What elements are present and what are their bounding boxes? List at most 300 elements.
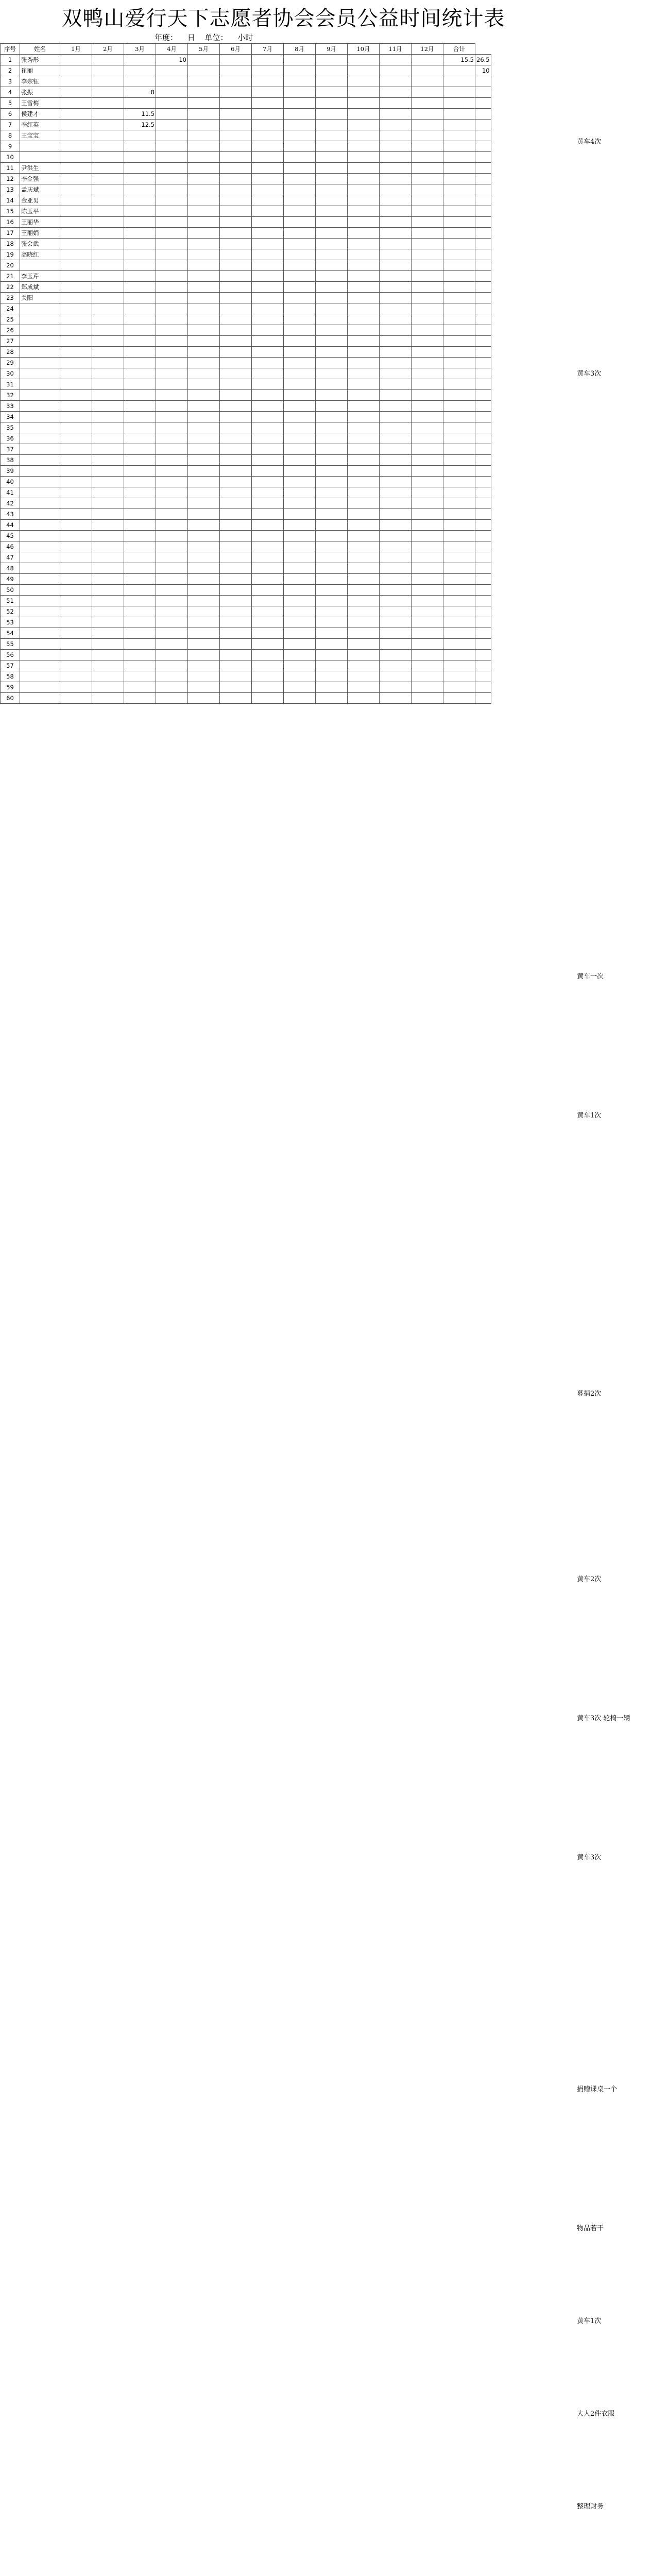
table-row xyxy=(1,574,491,585)
hours-cell xyxy=(284,206,316,217)
hours-cell xyxy=(60,141,92,152)
hours-cell xyxy=(252,477,284,487)
row-number: 53 xyxy=(1,617,20,628)
table-row xyxy=(1,76,491,87)
hours-cell xyxy=(60,228,92,239)
hours-cell xyxy=(380,314,412,325)
hours-cell xyxy=(284,509,316,520)
hours-cell xyxy=(443,184,475,195)
hours-cell xyxy=(60,379,92,390)
table-row xyxy=(1,412,491,422)
hours-cell xyxy=(156,228,188,239)
hours-cell xyxy=(348,390,380,401)
column-header: 6月 xyxy=(220,44,252,55)
row-number: 3 xyxy=(1,76,20,87)
table-row xyxy=(1,401,491,412)
hours-cell xyxy=(188,552,220,563)
hours-cell xyxy=(156,487,188,498)
hours-cell xyxy=(220,422,252,433)
hours-cell xyxy=(380,228,412,239)
member-name xyxy=(20,444,60,455)
hours-cell xyxy=(348,531,380,541)
hours-cell xyxy=(188,563,220,574)
table-row xyxy=(1,368,491,379)
table-row xyxy=(1,477,491,487)
hours-cell xyxy=(348,628,380,639)
hours-cell xyxy=(316,141,348,152)
hours-cell xyxy=(252,228,284,239)
hours-cell xyxy=(412,141,443,152)
remark-note: 黄车1次 xyxy=(577,1112,602,1120)
hours-cell xyxy=(60,130,92,141)
table-row xyxy=(1,628,491,639)
hours-cell xyxy=(348,444,380,455)
table-row xyxy=(1,693,491,704)
hours-cell xyxy=(124,358,156,368)
hours-cell xyxy=(316,531,348,541)
hours-cell xyxy=(412,195,443,206)
hours-cell xyxy=(443,282,475,293)
hours-cell xyxy=(60,487,92,498)
hours-cell xyxy=(412,574,443,585)
hours-cell xyxy=(156,552,188,563)
hours-cell xyxy=(475,141,491,152)
hours-cell xyxy=(284,271,316,282)
hours-cell xyxy=(92,552,124,563)
hours-cell xyxy=(284,660,316,671)
hours-cell xyxy=(316,174,348,184)
hours-cell xyxy=(156,368,188,379)
hours-cell xyxy=(380,152,412,163)
hours-cell xyxy=(252,260,284,271)
hours-cell xyxy=(92,509,124,520)
column-header: 11月 xyxy=(380,44,412,55)
hours-cell xyxy=(92,433,124,444)
table-row xyxy=(1,520,491,531)
row-number: 40 xyxy=(1,477,20,487)
hours-cell xyxy=(380,531,412,541)
column-header: 5月 xyxy=(188,44,220,55)
remark-note: 黄车一次 xyxy=(577,973,604,980)
hours-cell xyxy=(412,55,443,65)
hours-cell xyxy=(156,617,188,628)
hours-cell xyxy=(124,574,156,585)
hours-cell xyxy=(124,477,156,487)
hours-cell xyxy=(284,606,316,617)
hours-cell xyxy=(124,606,156,617)
hours-cell xyxy=(316,109,348,120)
hours-cell xyxy=(252,98,284,109)
hours-cell xyxy=(124,455,156,466)
table-row xyxy=(1,660,491,671)
hours-cell xyxy=(188,228,220,239)
hours-cell xyxy=(156,693,188,704)
hours-cell xyxy=(188,206,220,217)
hours-cell xyxy=(475,498,491,509)
hours-cell xyxy=(156,303,188,314)
hours-cell xyxy=(348,682,380,693)
hours-cell xyxy=(188,152,220,163)
hours-cell xyxy=(380,541,412,552)
hours-cell xyxy=(348,109,380,120)
column-header: 8月 xyxy=(284,44,316,55)
hours-cell xyxy=(124,347,156,358)
hours-cell xyxy=(284,293,316,303)
hours-cell xyxy=(284,152,316,163)
hours-cell xyxy=(380,444,412,455)
member-name xyxy=(20,639,60,650)
hours-cell xyxy=(156,358,188,368)
hours-cell xyxy=(124,617,156,628)
hours-cell xyxy=(284,336,316,347)
hours-cell xyxy=(92,184,124,195)
hours-cell xyxy=(124,671,156,682)
hours-cell xyxy=(284,596,316,606)
hours-cell xyxy=(252,120,284,130)
table-row xyxy=(1,336,491,347)
hours-cell xyxy=(124,152,156,163)
hours-cell xyxy=(252,422,284,433)
row-number: 14 xyxy=(1,195,20,206)
row-number: 51 xyxy=(1,596,20,606)
hours-cell xyxy=(475,552,491,563)
remark-note: 黄车2次 xyxy=(577,1575,602,1583)
hours-cell xyxy=(475,271,491,282)
row-number: 29 xyxy=(1,358,20,368)
hours-cell xyxy=(92,671,124,682)
hours-cell xyxy=(92,466,124,477)
hours-cell xyxy=(252,390,284,401)
hours-cell xyxy=(156,152,188,163)
hours-cell xyxy=(284,174,316,184)
hours-cell xyxy=(380,628,412,639)
hours-cell xyxy=(475,509,491,520)
hours-cell xyxy=(92,239,124,249)
hours-cell xyxy=(316,650,348,660)
hours-cell xyxy=(380,293,412,303)
hours-cell xyxy=(412,509,443,520)
hours-cell xyxy=(443,130,475,141)
column-header: 9月 xyxy=(316,44,348,55)
hours-cell xyxy=(220,239,252,249)
row-number: 59 xyxy=(1,682,20,693)
hours-cell xyxy=(475,617,491,628)
hours-cell xyxy=(92,282,124,293)
hours-cell xyxy=(60,163,92,174)
table-row xyxy=(1,466,491,477)
hours-cell xyxy=(316,422,348,433)
hours-cell xyxy=(92,660,124,671)
hours-cell xyxy=(380,682,412,693)
hours-cell xyxy=(220,455,252,466)
hours-cell xyxy=(60,552,92,563)
hours-cell xyxy=(284,487,316,498)
hours-cell xyxy=(380,98,412,109)
row-number: 24 xyxy=(1,303,20,314)
hours-cell xyxy=(380,130,412,141)
hours-cell xyxy=(412,174,443,184)
member-name xyxy=(20,325,60,336)
hours-cell xyxy=(412,498,443,509)
row-number: 19 xyxy=(1,249,20,260)
member-name xyxy=(20,541,60,552)
table-row xyxy=(1,293,491,303)
remark-note: 整理财务 xyxy=(577,2503,604,2511)
hours-cell xyxy=(60,585,92,596)
hours-cell xyxy=(348,152,380,163)
hours-cell xyxy=(284,55,316,65)
hours-cell xyxy=(156,628,188,639)
hours-cell xyxy=(412,412,443,422)
hours-cell xyxy=(412,444,443,455)
member-name xyxy=(20,596,60,606)
hours-cell xyxy=(443,303,475,314)
hours-cell xyxy=(348,487,380,498)
hours-cell xyxy=(220,379,252,390)
hours-cell xyxy=(316,98,348,109)
row-number: 2 xyxy=(1,65,20,76)
hours-cell xyxy=(475,541,491,552)
row-number: 15 xyxy=(1,206,20,217)
hours-cell xyxy=(380,574,412,585)
row-number: 55 xyxy=(1,639,20,650)
hours-cell xyxy=(156,184,188,195)
hours-cell xyxy=(252,455,284,466)
hours-cell xyxy=(252,336,284,347)
hours-cell xyxy=(92,477,124,487)
hours-cell xyxy=(284,303,316,314)
hours-cell xyxy=(220,412,252,422)
hours-cell xyxy=(188,336,220,347)
hours-cell xyxy=(348,552,380,563)
hours-cell xyxy=(380,358,412,368)
hours-cell xyxy=(412,606,443,617)
hours-cell xyxy=(443,76,475,87)
hours-cell xyxy=(252,628,284,639)
hours-cell xyxy=(443,65,475,76)
hours-cell xyxy=(60,541,92,552)
hours-cell xyxy=(188,195,220,206)
row-number: 45 xyxy=(1,531,20,541)
hours-cell xyxy=(475,520,491,531)
hours-cell xyxy=(220,487,252,498)
hours-cell xyxy=(348,217,380,228)
hours-cell xyxy=(348,76,380,87)
hours-cell xyxy=(156,260,188,271)
hours-cell xyxy=(124,195,156,206)
hours-cell xyxy=(252,563,284,574)
hours-cell xyxy=(316,293,348,303)
member-name xyxy=(20,682,60,693)
table-row xyxy=(1,120,491,130)
hours-cell xyxy=(284,163,316,174)
hours-cell xyxy=(156,412,188,422)
member-name xyxy=(20,336,60,347)
hours-cell xyxy=(443,541,475,552)
hours-cell xyxy=(348,55,380,65)
member-name xyxy=(20,358,60,368)
hours-cell xyxy=(443,574,475,585)
hours-cell xyxy=(348,574,380,585)
member-name xyxy=(20,520,60,531)
row-number: 25 xyxy=(1,314,20,325)
table-row xyxy=(1,563,491,574)
hours-cell xyxy=(60,412,92,422)
hours-cell xyxy=(316,563,348,574)
hours-cell xyxy=(188,487,220,498)
hours-cell xyxy=(412,368,443,379)
hours-cell xyxy=(188,368,220,379)
hours-cell xyxy=(412,433,443,444)
hours-cell xyxy=(348,282,380,293)
hours-cell xyxy=(412,552,443,563)
hours-cell xyxy=(92,195,124,206)
table-row xyxy=(1,682,491,693)
hours-cell xyxy=(252,509,284,520)
hours-cell xyxy=(92,76,124,87)
hours-cell xyxy=(412,617,443,628)
hours-cell xyxy=(156,120,188,130)
hours-cell xyxy=(252,466,284,477)
hours-cell xyxy=(412,671,443,682)
hours-cell xyxy=(380,596,412,606)
hours-cell xyxy=(348,120,380,130)
hours-cell xyxy=(188,65,220,76)
hours-cell xyxy=(220,260,252,271)
hours-cell xyxy=(412,65,443,76)
row-number: 28 xyxy=(1,347,20,358)
hours-cell xyxy=(348,671,380,682)
hours-cell xyxy=(220,87,252,98)
hours-cell xyxy=(92,109,124,120)
hours-cell xyxy=(156,174,188,184)
hours-cell xyxy=(188,531,220,541)
hours-cell xyxy=(156,206,188,217)
hours-cell xyxy=(92,325,124,336)
hours-cell xyxy=(188,477,220,487)
hours-cell xyxy=(348,466,380,477)
hours-cell xyxy=(380,76,412,87)
hours-cell xyxy=(188,671,220,682)
hours-cell xyxy=(348,206,380,217)
member-name xyxy=(20,606,60,617)
hours-cell: 12.5 xyxy=(124,120,156,130)
hours-cell xyxy=(252,293,284,303)
member-name xyxy=(20,390,60,401)
column-header: 4月 xyxy=(156,44,188,55)
row-number: 39 xyxy=(1,466,20,477)
hours-cell xyxy=(156,401,188,412)
hours-cell xyxy=(252,671,284,682)
hours-cell xyxy=(475,260,491,271)
hours-cell xyxy=(316,433,348,444)
hours-cell xyxy=(124,422,156,433)
hours-cell xyxy=(124,55,156,65)
hours-cell xyxy=(60,520,92,531)
remark-note: 黄车3次 xyxy=(577,1854,602,1861)
hours-cell xyxy=(443,325,475,336)
hours-cell xyxy=(475,455,491,466)
row-number: 7 xyxy=(1,120,20,130)
hours-cell xyxy=(316,260,348,271)
hours-cell xyxy=(348,606,380,617)
row-number: 18 xyxy=(1,239,20,249)
hours-cell xyxy=(252,76,284,87)
hours-cell xyxy=(348,347,380,358)
hours-cell xyxy=(252,531,284,541)
hours-cell xyxy=(284,390,316,401)
hours-cell xyxy=(188,109,220,120)
hours-cell xyxy=(443,401,475,412)
hours-cell xyxy=(156,596,188,606)
hours-cell xyxy=(443,660,475,671)
hours-cell xyxy=(188,174,220,184)
hours-cell xyxy=(443,109,475,120)
table-row xyxy=(1,174,491,184)
hours-cell xyxy=(188,682,220,693)
hours-cell xyxy=(124,487,156,498)
hours-cell xyxy=(124,401,156,412)
hours-cell xyxy=(348,379,380,390)
hours-cell xyxy=(156,239,188,249)
hours-cell xyxy=(60,650,92,660)
hours-cell xyxy=(188,628,220,639)
hours-cell xyxy=(156,325,188,336)
hours-cell xyxy=(220,65,252,76)
table-row xyxy=(1,249,491,260)
hours-cell xyxy=(316,606,348,617)
hours-cell xyxy=(60,109,92,120)
hours-cell xyxy=(412,271,443,282)
hours-cell xyxy=(475,239,491,249)
hours-cell xyxy=(316,455,348,466)
row-number: 38 xyxy=(1,455,20,466)
hours-cell xyxy=(443,390,475,401)
hours-cell xyxy=(252,617,284,628)
hours-cell xyxy=(188,314,220,325)
hours-cell xyxy=(252,412,284,422)
hours-cell xyxy=(443,141,475,152)
hours-cell xyxy=(316,314,348,325)
hours-cell xyxy=(412,303,443,314)
hours-cell xyxy=(60,466,92,477)
hours-cell xyxy=(412,163,443,174)
hours-cell xyxy=(316,249,348,260)
member-name xyxy=(20,650,60,660)
hours-cell xyxy=(348,412,380,422)
table-row xyxy=(1,271,491,282)
hours-cell xyxy=(316,574,348,585)
hours-cell xyxy=(220,650,252,660)
hours-cell xyxy=(252,325,284,336)
row-number: 52 xyxy=(1,606,20,617)
hours-cell xyxy=(188,401,220,412)
hours-cell xyxy=(443,314,475,325)
hours-cell xyxy=(156,336,188,347)
hours-cell xyxy=(443,174,475,184)
hours-cell: 8 xyxy=(124,87,156,98)
hours-cell xyxy=(380,109,412,120)
row-number: 58 xyxy=(1,671,20,682)
hours-cell xyxy=(348,617,380,628)
hours-cell xyxy=(380,552,412,563)
remark-note: 黄车4次 xyxy=(577,138,602,146)
volunteer-hours-table xyxy=(0,43,491,704)
hours-cell xyxy=(156,314,188,325)
table-row xyxy=(1,606,491,617)
hours-cell xyxy=(188,412,220,422)
hours-cell xyxy=(316,487,348,498)
